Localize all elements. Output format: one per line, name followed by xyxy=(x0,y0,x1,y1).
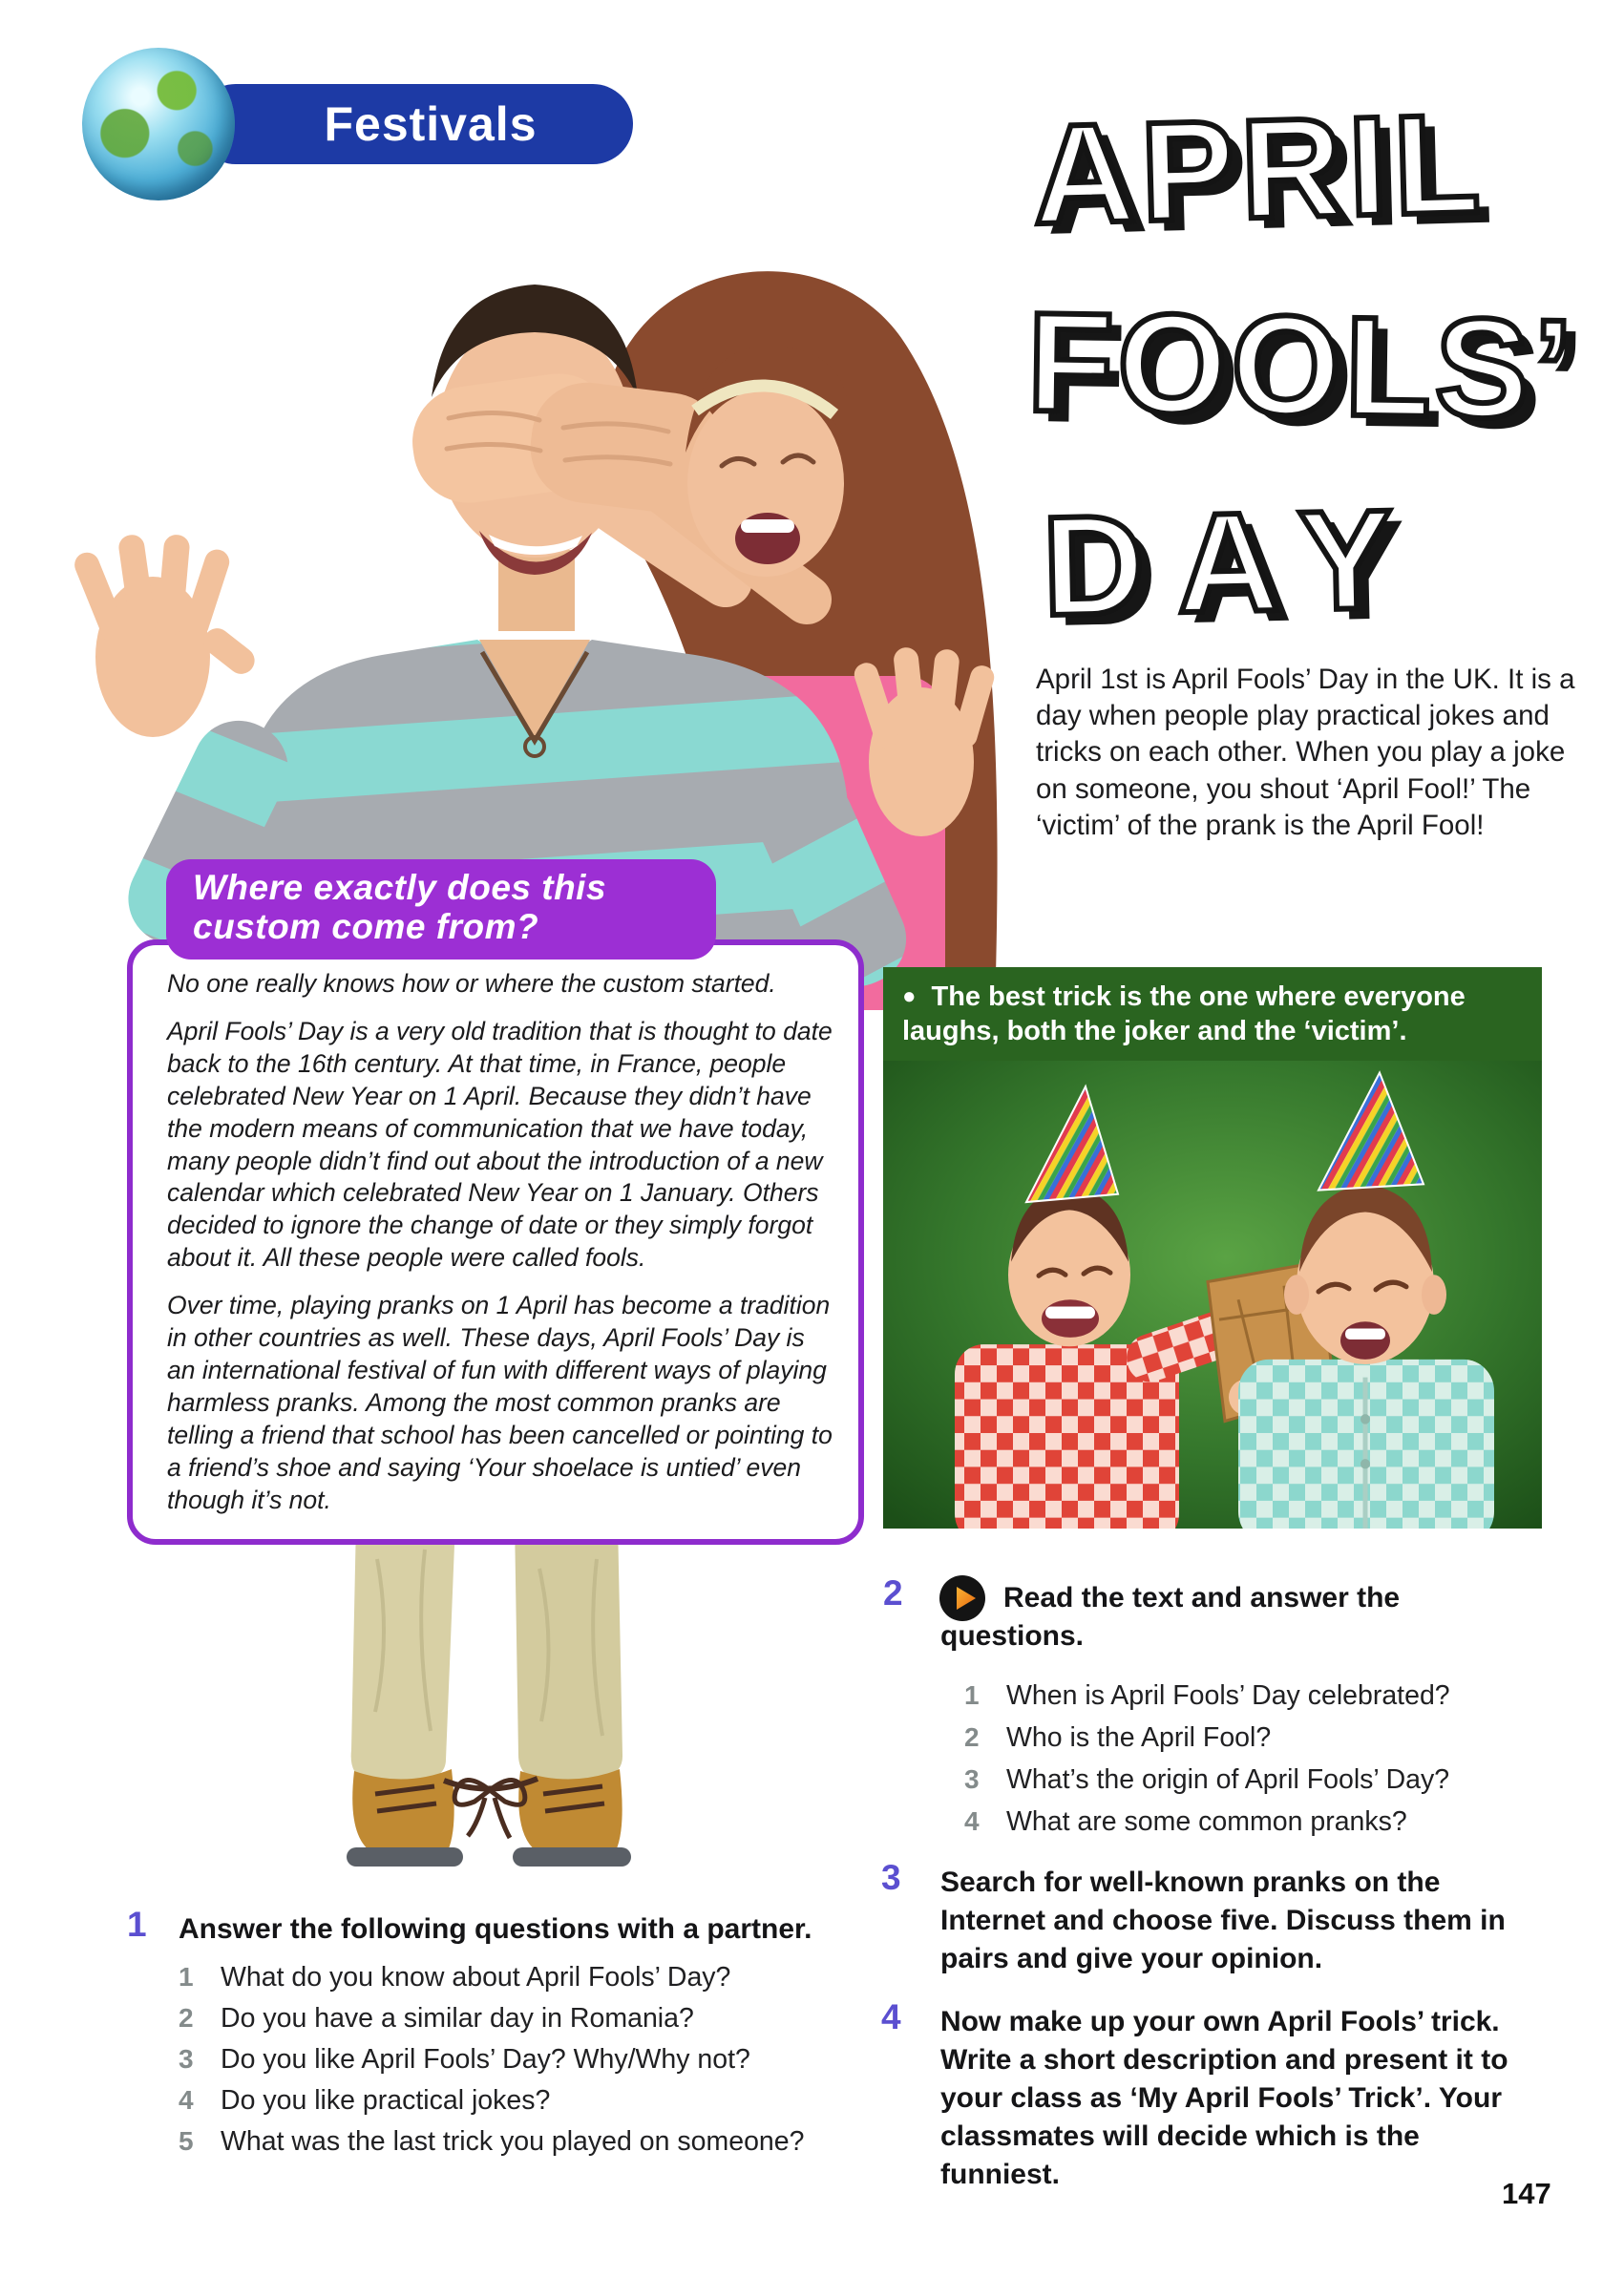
question-text: What are some common pranks? xyxy=(1006,1806,1407,1837)
question-number: 3 xyxy=(179,2044,194,2074)
question-number: 1 xyxy=(179,1962,194,1992)
question-text: What do you know about April Fools’ Day? xyxy=(221,1962,731,1993)
question-item xyxy=(179,2085,847,2117)
exercise-number: 3 xyxy=(881,1858,901,1897)
title-line-1: APRIL xyxy=(1030,84,1488,255)
exercise-number: 1 xyxy=(127,1905,147,1944)
unit-banner xyxy=(196,84,633,164)
question-item xyxy=(964,1680,1556,1712)
boys-photo-illustration xyxy=(883,1061,1542,1529)
title-line-3: DAY xyxy=(1041,479,1427,646)
question-number: 5 xyxy=(179,2126,194,2156)
intro-paragraph: April 1st is April Fools’ Day in the UK. It is a day when people play practical jokes and tricks on each other. When you play a joke on someone, you shout ‘April Fool!’ The ‘victim’ of the prank is the April Fool! xyxy=(1036,664,1575,841)
question-text: When is April Fools’ Day celebrated? xyxy=(1006,1680,1450,1711)
exercise-heading: Now make up your own April Fools’ trick. Write a short description and present it to your class as ‘My April Fools’ Trick’. Your classmates will decide which is the funniest. xyxy=(940,2006,1508,2190)
title-line-2: FOOLS’ xyxy=(1025,283,1578,450)
question-text: Do you like practical jokes? xyxy=(221,2085,551,2116)
question-number: 2 xyxy=(179,2003,194,2033)
question-list xyxy=(179,1962,847,2167)
question-item xyxy=(964,1764,1556,1796)
exercise-heading: Answer the following questions with a partner. xyxy=(179,1913,812,1945)
globe-icon xyxy=(82,48,235,200)
exercise-heading: Search for well-known pranks on the Internet and choose five. Discuss them in pairs and give your opinion. xyxy=(940,1867,1506,1974)
question-item xyxy=(179,2003,847,2035)
question-number: 2 xyxy=(964,1722,980,1752)
question-item xyxy=(179,1962,847,1993)
question-item xyxy=(179,2044,847,2076)
question-text: Do you like April Fools’ Day? Why/Why not? xyxy=(221,2044,750,2075)
article-paragraph: Over time, playing pranks on 1 April has become a tradition in other countries as well. These days, April Fools’ Day is an international festival of fun with different ways of playing harmless pranks. Among the most common pranks are telling a friend that school has been cancelled or pointing to a friend’s shoe and saying ‘Your shoelace is untied’ even though it’s not. xyxy=(167,1291,833,1514)
question-text: Who is the April Fool? xyxy=(1006,1722,1272,1753)
question-text: Do you have a similar day in Romania? xyxy=(221,2003,694,2034)
question-number: 4 xyxy=(964,1806,980,1836)
legs-photo-illustration xyxy=(301,1521,683,1903)
question-bubble-text: Where exactly does this custom come from? xyxy=(193,868,607,946)
question-number: 4 xyxy=(179,2085,194,2115)
exercise-heading: Read the text and answer the questions. xyxy=(940,1582,1401,1652)
bullet-icon: ● xyxy=(902,983,917,1009)
question-item xyxy=(964,1806,1556,1838)
question-list xyxy=(964,1680,1556,1848)
photo-caption-text: The best trick is the one where everyone laughs, both the joker and the ‘victim’. xyxy=(902,981,1466,1046)
question-text: What’s the origin of April Fools’ Day? xyxy=(1006,1764,1450,1795)
question-item xyxy=(179,2126,847,2158)
question-number: 3 xyxy=(964,1764,980,1794)
article-paragraph: No one really knows how or where the custom started. xyxy=(167,969,776,998)
photo-caption xyxy=(883,967,1542,1061)
exercise-number: 4 xyxy=(881,1997,901,2036)
article-box xyxy=(127,939,864,1545)
article-paragraph: April Fools’ Day is a very old tradition that is thought to date back to the 16th century. At that time, in France, people celebrated New Year on 1 April. Because they didn’t have the modern means of communication that we have today, many people didn’t find out about the introduction of a new calendar which celebrated New Year on 1 January. Others decided to ignore the change of date or they simply forgot about it. All these people were called fools. xyxy=(167,1016,833,1273)
question-item xyxy=(964,1722,1556,1754)
unit-banner-label: Festivals xyxy=(324,97,538,151)
trick-photo-panel xyxy=(883,967,1542,1529)
question-bubble xyxy=(166,859,716,960)
page-number: 147 xyxy=(1502,2177,1551,2210)
question-text: What was the last trick you played on someone? xyxy=(221,2126,805,2157)
question-number: 1 xyxy=(964,1680,980,1710)
exercise-number: 2 xyxy=(883,1573,903,1613)
